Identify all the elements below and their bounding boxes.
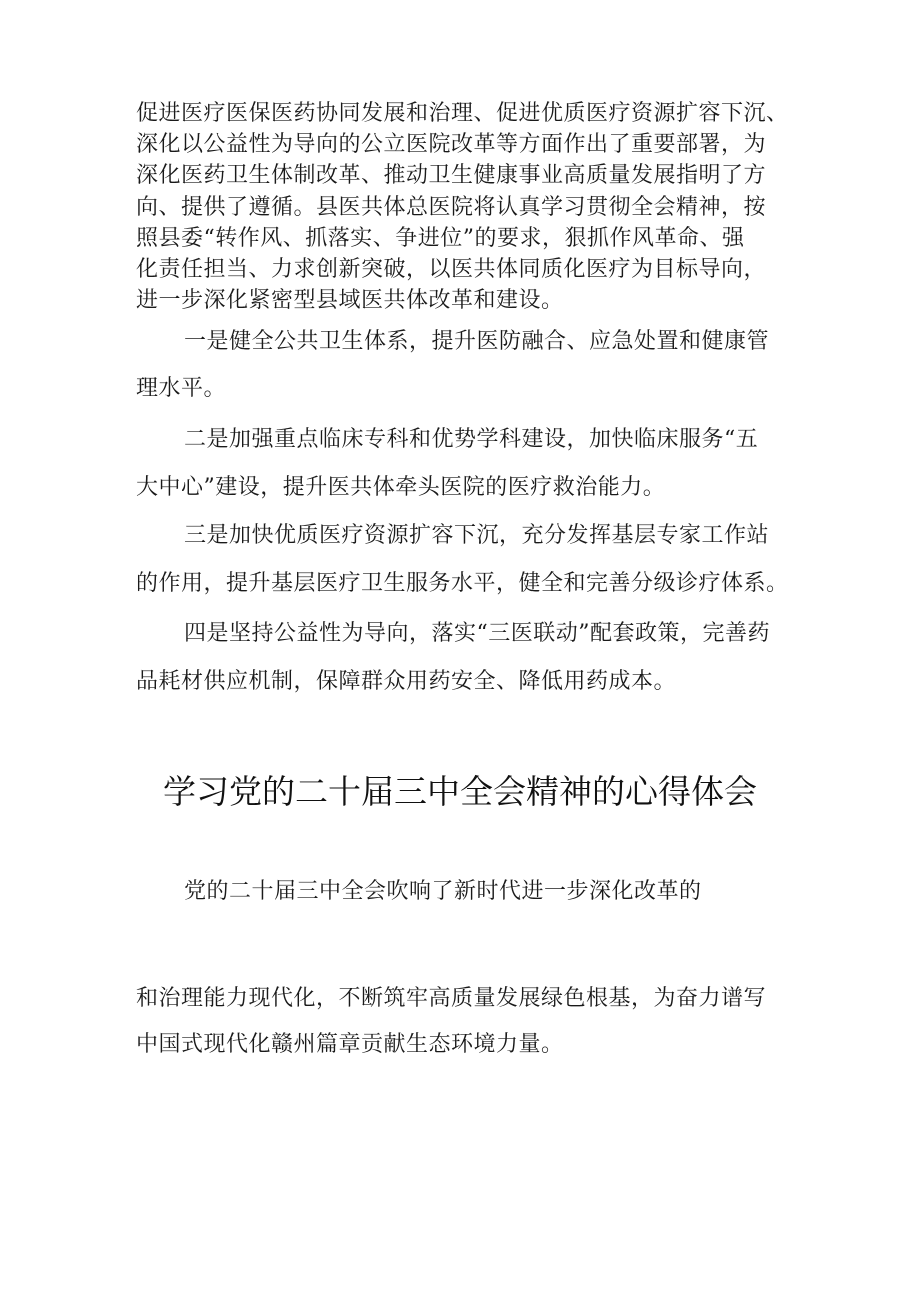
text-line: 进一步深化紧密型县域医共体改革和建设。 — [136, 288, 564, 313]
text-line: 党的二十届三中全会吹响了新时代进一步深化改革的 — [184, 879, 702, 904]
text-line: 品耗材供应机制，保障群众用药安全、降低用药成本。 — [136, 669, 677, 694]
text-line: 和治理能力现代化，不断筑牢高质量发展绿色根基，为奋力谱写 — [136, 986, 767, 1011]
section-title: 学习党的二十届三中全会精神的心得体会 — [163, 772, 757, 811]
text-line: 三是加快优质医疗资源扩容下沉，充分发挥基层专家工作站 — [184, 523, 770, 548]
text-line: 理水平。 — [136, 376, 227, 401]
text-line: 照县委“转作风、抓落实、争进位”的要求，狠抓作风革命、强 — [136, 226, 745, 251]
text-line: 大中心”建设，提升医共体牵头医院的医疗救治能力。 — [136, 475, 666, 500]
text-line: 向、提供了遵循。县医共体总医院将认真学习贯彻全会精神，按 — [136, 195, 767, 220]
text-line: 的作用，提升基层医疗卫生服务水平，健全和完善分级诊疗体系。 — [136, 571, 789, 596]
text-line: 中国式现代化赣州篇章贡献生态环境力量。 — [136, 1032, 564, 1057]
text-line: 促进医疗医保医药协同发展和治理、促进优质医疗资源扩容下沉、 — [136, 101, 789, 126]
text-line: 深化医药卫生体制改革、推动卫生健康事业高质量发展指明了方 — [136, 163, 767, 188]
text-line: 一是健全公共卫生体系，提升医防融合、应急处置和健康管 — [184, 329, 770, 354]
text-line: 深化以公益性为导向的公立医院改革等方面作出了重要部署，为 — [136, 132, 767, 157]
text-line: 四是坚持公益性为导向，落实“三医联动”配套政策，完善药 — [184, 621, 770, 646]
text-line: 二是加强重点临床专科和优势学科建设，加快临床服务“五 — [184, 427, 759, 452]
text-line: 化责任担当、力求创新突破，以医共体同质化医疗为目标导向， — [136, 257, 767, 282]
